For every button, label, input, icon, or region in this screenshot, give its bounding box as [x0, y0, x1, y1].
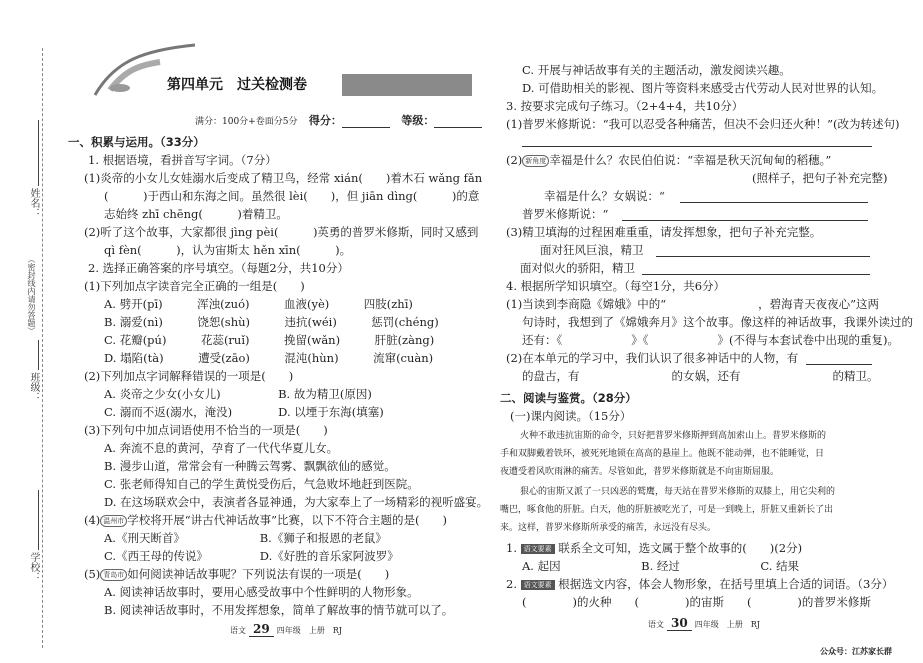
reading-q1-options[interactable]: A. 起因 B. 经过 C. 结果 [522, 559, 800, 573]
page-number: 30 [667, 616, 692, 631]
question-2: 2. 选择正确答案的序号填空。（每题2分，共10分） [88, 261, 349, 275]
q3-2-answer-line-a[interactable] [680, 202, 868, 203]
q2-1-option-c[interactable]: C. 花瓣(pú) 花蕊(ruǐ) 挽留(wǎn) 肝脏(zàng) [104, 333, 435, 347]
footer-grade: 四年级 上册 RJ [694, 620, 760, 629]
q1-2-line-b: qì fèn( )，认为宙斯太 hěn xīn( )。 [104, 243, 352, 257]
seal-note: （密封线内请勿答题） [27, 255, 36, 335]
footer-grade: 四年级 上册 RJ [276, 626, 342, 635]
score-row [195, 112, 482, 128]
class-label: 班级： [28, 372, 39, 402]
q4-2-answer-line-a[interactable] [806, 364, 872, 365]
question-1: 1. 根据语境，看拼音写字词。（7分） [88, 153, 277, 167]
q3-2-text: 幸福是什么？农民伯伯说：“幸福是秋天沉甸甸的稻穗。” [549, 153, 832, 167]
section-1-title: 一、积累与运用。（33分） [68, 135, 205, 149]
q4-1-line-a: (1)当读到李商隐《嫦娥》中的“ ，碧海青天夜夜心”这两 [506, 297, 880, 311]
grade-label: 等级： [401, 114, 435, 127]
school-underline [38, 490, 39, 550]
q2-1-stem: (1)下列加点字读音完全正确的一组是( ) [84, 279, 305, 293]
q4-2-line-b: 的盘古，有 的女娲，还有 的精卫。 [522, 369, 879, 383]
q2-3-option-b[interactable]: B. 漫步山道，常常会有一种腾云驾雾、飘飘欲仙的感觉。 [104, 459, 396, 473]
q1-1-line-c: 志始终 zhī chēng( )着精卫。 [104, 207, 288, 221]
page-number: 29 [249, 622, 274, 637]
reading-1-title: (一)课内阅读。（15分） [510, 409, 632, 423]
name-underline [38, 120, 39, 186]
q2-5-text: 如何阅读神话故事呢？下列说法有误的一项是( ) [127, 567, 390, 581]
page-title: 第四单元 过关检测卷 [132, 74, 402, 96]
q2-2-options-cd[interactable]: C. 溺而不返(溺水，淹没) D. 以堙于东海(填塞) [104, 405, 384, 419]
passage-p1-line-c: 夜遭受着风吹雨淋的痛苦。尽管如此，普罗米修斯就是不向宙斯屈服。 [500, 467, 780, 477]
seal-line [42, 48, 43, 648]
q3-2-prompt-a: 幸福是什么？女娲说：“ [544, 189, 665, 203]
grade-blank[interactable] [434, 118, 482, 128]
left-footer [230, 622, 342, 637]
reading-q1-text: 联系全文可知，选文属于整个故事的( )(2分) [558, 541, 803, 555]
question-4: 4. 根据所学知识填空。（每空1分，共6分） [506, 279, 726, 293]
passage-p2-line-b: 嘴巴，啄食他的肝脏。白天，他的肝脏被吃光了，可是一到晚上，肝脏又重新长了出 [500, 505, 834, 515]
reading-q1-stem: 1. 语文要素 联系全文可知，选文属于整个故事的( )(2分) [506, 541, 803, 555]
new-angle-tag: 新角度 [522, 155, 549, 167]
q3-1-stem: (1)普罗米修斯说：“我可以忍受各种痛苦，但决不会归还火种！”(改为转述句) [506, 117, 900, 131]
q2-4-text: 学校将开展“讲古代神话故事”比赛，以下不符合主题的是( ) [127, 513, 448, 527]
class-underline [38, 340, 39, 370]
region-tag: 温州市 [100, 515, 127, 527]
q3-3-answer-line-b[interactable] [642, 274, 870, 275]
score-info: 满分：100分+卷面分5分 [195, 117, 298, 127]
q2-5-option-a[interactable]: A. 阅读神话故事时，要用心感受故事中个性鲜明的人物形象。 [104, 585, 419, 599]
school-label: 学校： [28, 552, 39, 582]
q2-1-option-b[interactable]: B. 溺爱(nì) 饶恕(shù) 违抗(wéi) 惩罚(chéng) [104, 315, 439, 329]
footer-subject: 语文 [648, 620, 664, 629]
reading-q2-stem: 2. 语文要素 根据选文内容，体会人物形象，在括号里填上合适的词语。（3分） [506, 577, 894, 591]
q2-1-option-a[interactable]: A. 劈开(pī) 浑浊(zuó) 血液(yè) 四肢(zhī) [104, 297, 413, 311]
q3-2-prompt-b: 普罗米修斯说：“ [522, 207, 609, 221]
q4-1-line-b: 句诗时，我想到了《嫦娥奔月》这个故事。像这样的神话故事，我课外读过的 [522, 315, 913, 329]
q2-4-options-ab[interactable]: A.《刑天断首》 B.《狮子和报恩的老鼠》 [104, 531, 387, 545]
q3-2-note: (照样子，把句子补充完整) [752, 171, 888, 185]
q2-1-option-d[interactable]: D. 塌陷(tà) 遭受(zāo) 混沌(hùn) 流窜(cuàn) [104, 351, 434, 365]
q2-2-options-ab[interactable]: A. 炎帝之少女(小女儿) B. 故为精卫(原因) [104, 387, 372, 401]
q4-2-line-a: (2)在本单元的学习中，我们认识了很多神话中的人物，有 [506, 351, 799, 365]
name-label: 姓名： [28, 188, 39, 218]
q2-5-option-c[interactable]: C. 开展与神话故事有关的主题活动，激发阅读兴趣。 [522, 63, 791, 77]
passage-p1-line-a: 火种不敢违抗宙斯的命令，只好把普罗米修斯押到高加索山上。普罗米修斯的 [520, 431, 827, 441]
reading-q2-text: 根据选文内容，体会人物形象，在括号里填上合适的词语。（3分） [558, 577, 894, 591]
publisher-watermark: 公众号：江苏家长群 [820, 646, 892, 656]
q1-2-line-a: (2)听了这个故事，大家都很 jìng pèi( )英勇的普罗米修斯，同时又感到 [84, 225, 479, 239]
q2-5-stem: (5) 青岛市 如何阅读神话故事呢？下列说法有误的一项是( ) [84, 567, 390, 581]
q3-2-answer-line-b[interactable] [622, 220, 868, 221]
reading-q2-fill[interactable]: ( )的火种 ( )的宙斯 ( )的普罗米修斯 [522, 595, 871, 609]
q3-2-stem: (2) 新角度 幸福是什么？农民伯伯说：“幸福是秋天沉甸甸的稻穗。” [506, 153, 832, 167]
passage-p2-line-a: 狠心的宙斯又派了一只凶恶的鹫鹰，每天站在普罗米修斯的双膝上，用它尖利的 [520, 487, 836, 497]
q1-1-line-b: ( )于西山和东海之间。虽然很 lèi( )，但 jiān dìng( )的意 [104, 189, 480, 203]
q2-3-option-d[interactable]: D. 在这场联欢会中，表演者各显神通，为大家奉上了一场精彩的视听盛宴。 [104, 495, 489, 509]
q1-1-line-a: (1)炎帝的小女儿女娃溺水后变成了精卫鸟，经常 xián( )着木石 wǎng fǎn [84, 171, 483, 185]
binding-margin [0, 0, 52, 663]
passage-p2-line-c: 来。这样，普罗米修斯所承受的痛苦，永远没有尽头。 [500, 523, 717, 533]
q2-5-option-d[interactable]: D. 可借助相关的影视、图片等资料来感受古代劳动人民对世界的认知。 [522, 81, 884, 95]
section-2-title: 二、阅读与鉴赏。（28分） [500, 391, 637, 405]
right-footer [648, 616, 760, 631]
q4-1-line-c: 还有：《 》《 》(不得与本套试卷中出现的重复)。 [522, 333, 899, 347]
q3-3-prompt-b: 面对似火的骄阳，精卫 [520, 261, 635, 275]
passage-p1-line-b: 手和双脚戴着铁环，被死死地锁在高高的悬崖上。他既不能动弹，也不能睡觉，日 [500, 449, 825, 459]
q2-4-stem: (4) 温州市 学校将开展“讲古代神话故事”比赛，以下不符合主题的是( ) [84, 513, 448, 527]
footer-subject: 语文 [230, 626, 246, 635]
q3-3-prompt-a: 面对狂风巨浪，精卫 [540, 243, 644, 257]
q2-2-stem: (2)下列加点字词解释错误的一项是( ) [84, 369, 294, 383]
question-3: 3. 按要求完成句子练习。（2+4+4，共10分） [506, 99, 744, 113]
q2-3-stem: (3)下列句中加点词语使用不恰当的一项是( ) [84, 423, 328, 437]
q2-4-options-cd[interactable]: C.《西王母的传说》 D.《好胜的音乐家阿波罗》 [104, 549, 399, 563]
q2-3-option-c[interactable]: C. 张老师得知自己的学生黄悦受伤后，气急败坏地赶到医院。 [104, 477, 419, 491]
q3-3-stem: (3)精卫填海的过程困难重重，请发挥想象，把句子补充完整。 [506, 225, 822, 239]
q2-3-option-a[interactable]: A. 奔流不息的黄河，孕育了一代代华夏儿女。 [104, 441, 339, 455]
q3-1-answer-line[interactable] [522, 146, 872, 147]
literacy-tag: 语文要素 [521, 580, 555, 590]
score-label: 得分： [308, 114, 342, 127]
region-tag: 青岛市 [100, 569, 127, 581]
score-blank[interactable] [342, 118, 390, 128]
q2-5-option-b[interactable]: B. 阅读神话故事时，不用发挥想象，简单了解故事的情节就可以了。 [104, 603, 454, 617]
literacy-tag: 语文要素 [521, 544, 555, 554]
q3-3-answer-line-a[interactable] [656, 256, 870, 257]
